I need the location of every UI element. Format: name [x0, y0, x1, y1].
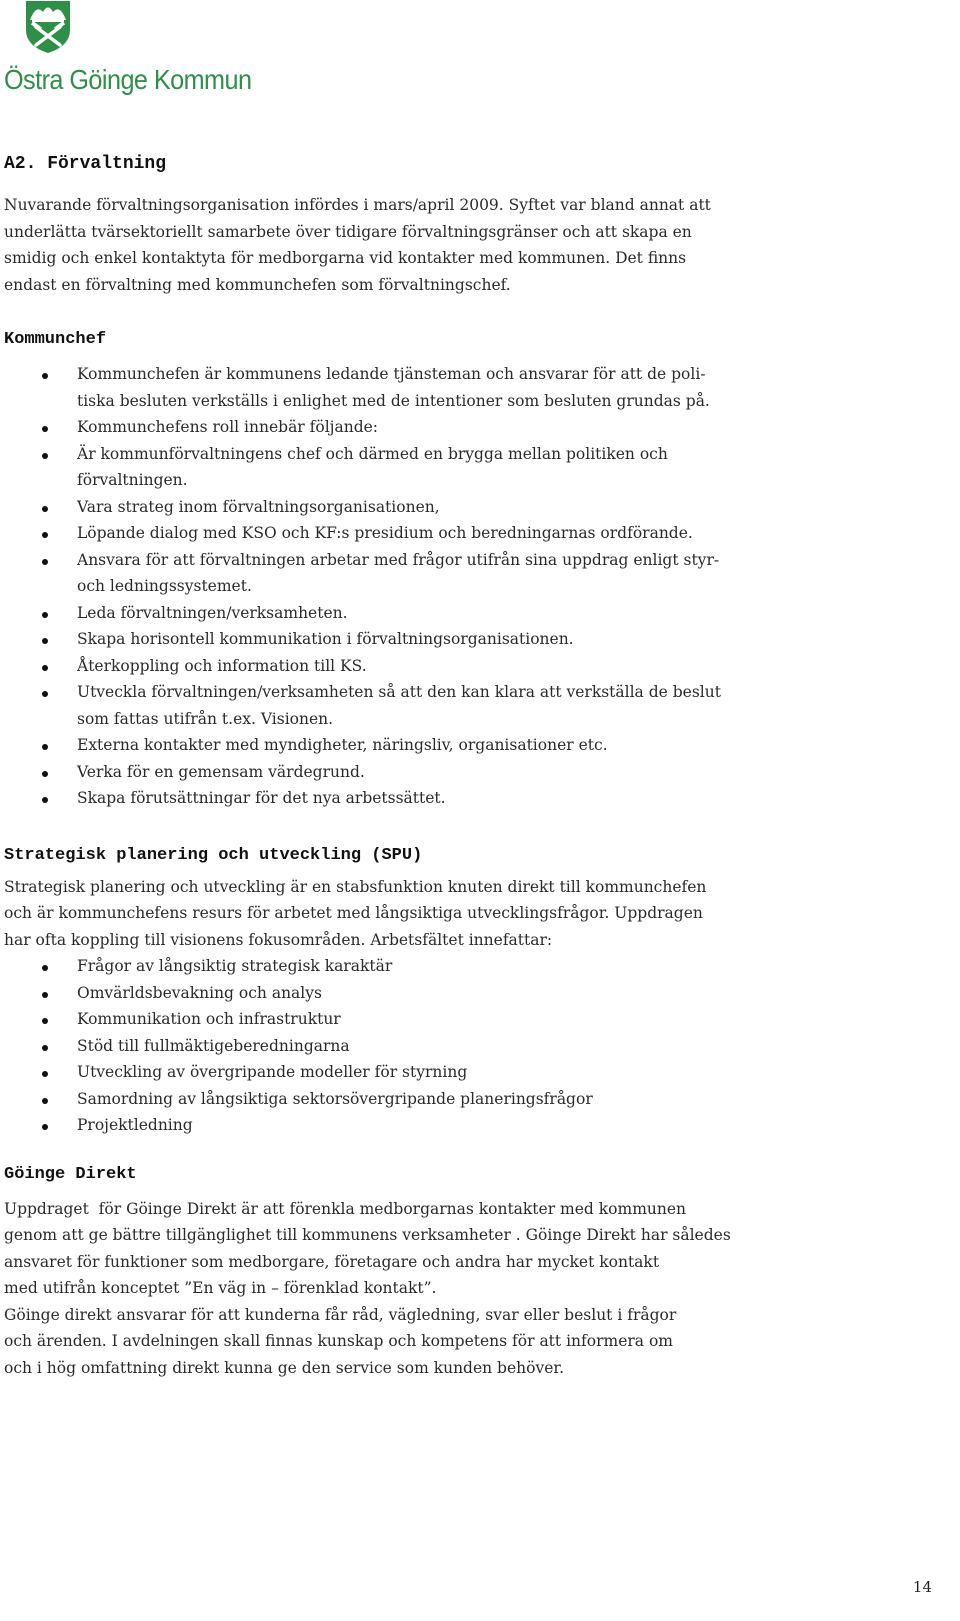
paragraph-line: underlätta tvärsektoriellt samarbete över tidigare förvaltningsgränser och att skapa en	[4, 222, 692, 241]
list-item	[4, 361, 764, 414]
paragraph-line: Uppdraget för Göinge Direkt är att förenkla medborgarnas kontakter med kommunen	[4, 1199, 687, 1218]
list-item	[4, 759, 764, 786]
list-item-line: förvaltningen.	[77, 471, 188, 489]
list-item	[4, 414, 764, 441]
paragraph-line: endast en förvaltning med kommunchefen som förvaltningschef.	[4, 275, 511, 294]
list-item: Stöd till fullmäktigeberedningarna	[4, 1033, 764, 1060]
page-number: 14	[912, 1578, 932, 1596]
list-item-line: Är kommunförvaltningens chef och därmed en brygga mellan politiken och	[77, 444, 668, 463]
list-item	[4, 785, 764, 812]
section-heading-kommunchef: Kommunchef	[4, 330, 107, 349]
paragraph-line: Göinge direkt ansvarar för att kunderna får råd, vägledning, svar eller beslut i frågor	[4, 1305, 677, 1324]
municipality-name: Östra Göinge Kommun	[4, 64, 252, 95]
list-item: Omvärldsbevakning och analys	[4, 980, 764, 1007]
list-item-line: som fattas utifrån t.ex. Visionen.	[77, 709, 334, 728]
paragraph-line: ansvaret för funktioner som medborgare, företagare och andra har mycket kontakt	[4, 1252, 660, 1271]
list-item	[4, 626, 764, 653]
list-item-line: Utveckla förvaltningen/verksamheten så att den kan klara att verkställa de beslut	[77, 683, 721, 701]
paragraph-line: och är kommunchefens resurs för arbetet med långsiktiga utvecklingsfrågor. Uppdragen	[4, 904, 703, 922]
list-item-line: Löpande dialog med KSO och KF:s presidium och beredningarnas ordförande.	[77, 524, 693, 542]
list-item-line: Kommunchefen är kommunens ledande tjänsteman och ansvarar för att de poli-	[77, 365, 706, 383]
paragraph-line: och ärenden. I avdelningen skall finnas kunskap och kompetens för att informera om	[4, 1332, 673, 1350]
list-item-line: Verka för en gemensam värdegrund.	[77, 762, 365, 781]
list-item-line: Skapa förutsättningar för det nya arbetssättet.	[77, 789, 446, 807]
list-item	[4, 600, 764, 627]
list-item: Projektledning	[4, 1112, 764, 1139]
list-item	[4, 520, 764, 547]
paragraph-line: genom att ge bättre tillgänglighet till kommunens verksamheter . Göinge Direkt har således	[4, 1226, 731, 1244]
list-item-line: tiska besluten verkställs i enlighet med de intentioner som besluten grundas på.	[77, 391, 710, 410]
list-item: Kommunikation och infrastruktur	[4, 1006, 764, 1033]
list-item	[4, 494, 764, 521]
spu-paragraph	[4, 874, 764, 954]
municipality-logo	[4, 0, 254, 100]
paragraph-line: smidig och enkel kontaktyta för medborgarna vid kontakter med kommunen. Det finns	[4, 249, 687, 267]
kommunchef-bullet-list	[4, 361, 764, 812]
list-item: Frågor av långsiktig strategisk karaktär	[4, 953, 764, 980]
list-item-line: Kommunchefens roll innebär följande:	[77, 418, 379, 436]
list-item-line: Ansvara för att förvaltningen arbetar med frågor utifrån sina uppdrag enligt styr-	[77, 550, 720, 569]
list-item: Samordning av långsiktiga sektorsövergripande planeringsfrågor	[4, 1086, 764, 1113]
section-heading-goinge-direkt: Göinge Direkt	[4, 1164, 137, 1184]
paragraph-line: Strategisk planering och utveckling är en stabsfunktion knuten direkt till kommunchefen	[4, 877, 707, 896]
list-item-line: Återkoppling och information till KS.	[77, 656, 367, 675]
paragraph-line: Nuvarande förvaltningsorganisation infördes i mars/april 2009. Syftet var bland annat att	[4, 196, 711, 214]
list-item	[4, 653, 764, 680]
paragraph-line: med utifrån konceptet ”En väg in – förenklad kontakt”.	[4, 1279, 437, 1297]
document-body	[4, 150, 764, 1381]
list-item	[4, 441, 764, 494]
list-item-line: Vara strateg inom förvaltningsorganisationen,	[77, 497, 440, 516]
paragraph-line: och i hög omfattning direkt kunna ge den service som kunden behöver.	[4, 1358, 565, 1377]
section-heading-spu: Strategisk planering och utveckling (SPU)	[4, 845, 423, 865]
list-item-line: Leda förvaltningen/verksamheten.	[77, 603, 348, 622]
list-item: Utveckling av övergripande modeller för styrning	[4, 1059, 764, 1086]
coat-of-arms-icon	[25, 0, 71, 54]
goinge-direkt-paragraph	[4, 1196, 764, 1382]
forvaltning-paragraph	[4, 192, 764, 298]
section-heading-forvaltning: A2. Förvaltning	[4, 154, 167, 174]
paragraph-line: har ofta koppling till visionens fokusområden. Arbetsfältet innefattar:	[4, 930, 553, 949]
list-item	[4, 732, 764, 759]
list-item-line: Externa kontakter med myndigheter, näringsliv, organisationer etc.	[77, 736, 608, 754]
list-item	[4, 679, 764, 732]
spu-bullet-list	[4, 953, 764, 1139]
list-item	[4, 547, 764, 600]
list-item-line: Skapa horisontell kommunikation i förvaltningsorganisationen.	[77, 630, 574, 648]
list-item-line: och ledningssystemet.	[77, 577, 252, 595]
